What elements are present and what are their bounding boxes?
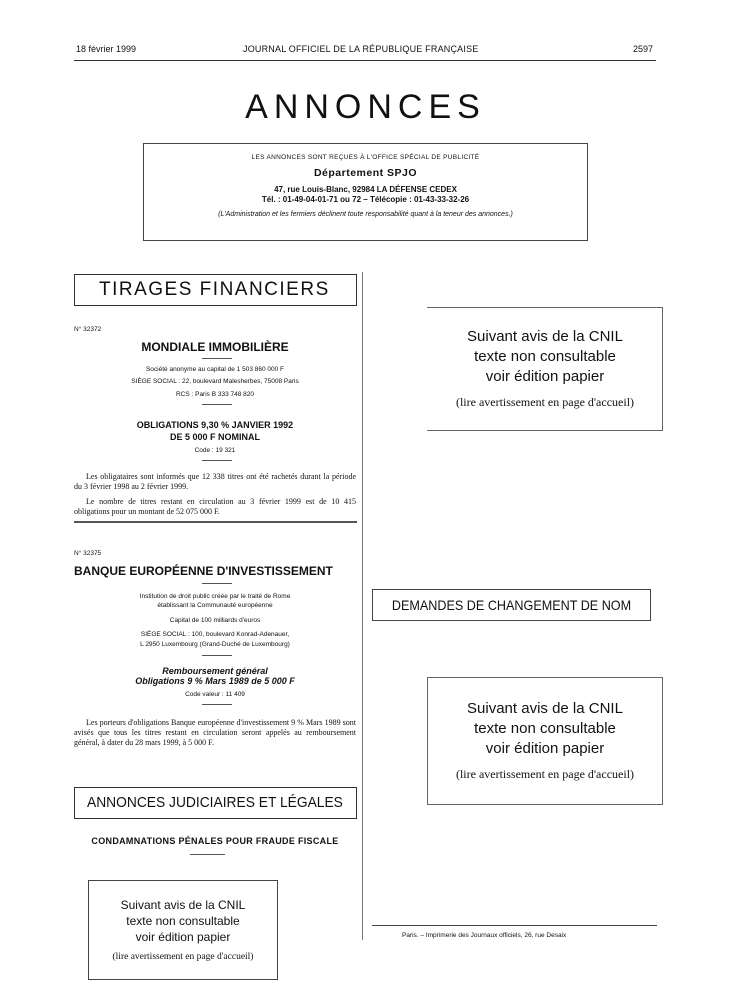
annonce-1-nominal: DE 5 000 F NOMINAL xyxy=(169,432,261,442)
cnil-line-1: Suivant avis de la CNIL xyxy=(467,328,623,345)
separator xyxy=(202,583,232,584)
column-divider xyxy=(362,272,363,940)
box-rule-right xyxy=(662,307,663,431)
box-rule-left xyxy=(427,677,428,805)
separator xyxy=(202,358,232,359)
cnil-line-2: texte non consultable xyxy=(474,720,616,737)
annonce-2-capital: Capital de 100 milliards d'euros xyxy=(169,617,261,624)
annonce-2-paragraph: Les porteurs d'obligations Banque européenne d'investissement 9 % Mars 1989 sont avisés que tous les titres restant en circulation seront appelés au remboursement général, à dater du 28 mars 1999, à 5 000 F. xyxy=(74,718,356,747)
annonce-2-remboursement: Remboursement général xyxy=(162,666,268,676)
annonce-1-oblig: OBLIGATIONS 9,30 % JANVIER 1992 xyxy=(136,420,294,430)
box-rule-bottom xyxy=(427,804,663,805)
page-number: 2597 xyxy=(633,44,654,54)
cnil-box-left xyxy=(88,880,278,980)
judiciaires-heading: ANNONCES JUDICIAIRES ET LÉGALES xyxy=(87,794,343,811)
issue-date: 18 février 1999 xyxy=(76,44,137,54)
demandes-heading-box xyxy=(372,589,651,621)
cnil-line-3: voir édition papier xyxy=(135,930,231,944)
tirages-heading: TIRAGES FINANCIERS xyxy=(99,279,330,300)
judiciaires-subheading: CONDAMNATIONS PÉNALES POUR FRAUDE FISCALE xyxy=(91,836,339,846)
annonce-1-paragraph-2: Le nombre de titres restant en circulation au 3 février 1999 est de 10 415 obligations pour un montant de 52 075 000 F. xyxy=(74,497,356,516)
annonce-separator xyxy=(74,521,357,523)
cnil-line-1: Suivant avis de la CNIL xyxy=(467,700,623,717)
cnil-line-2: texte non consultable xyxy=(474,348,616,365)
cnil-note: (lire avertissement en page d'accueil) xyxy=(455,767,635,781)
footer-rule xyxy=(372,925,657,926)
annonce-2-code: Code valeur : 11 409 xyxy=(185,691,245,698)
notice-department: Département SPJO xyxy=(313,167,418,179)
annonce-1-number: N° 32372 xyxy=(74,326,102,333)
separator xyxy=(202,655,232,656)
cnil-line-1: Suivant avis de la CNIL xyxy=(120,898,246,912)
notice-address: 47, rue Louis-Blanc, 92984 LA DÉFENSE CEDEX xyxy=(274,185,457,194)
annonce-1-siege: SIÈGE SOCIAL : 22, boulevard Malesherbes, 75008 Paris xyxy=(131,378,299,385)
separator xyxy=(202,404,232,405)
demandes-heading: DEMANDES DE CHANGEMENT DE NOM xyxy=(391,597,632,613)
cnil-note: (lire avertissement en page d'accueil) xyxy=(455,395,635,409)
cnil-line-3: voir édition papier xyxy=(485,368,605,385)
box-rule-right xyxy=(662,677,663,805)
annonce-1-code: Code : 19 321 xyxy=(194,447,236,454)
judiciaires-heading-box xyxy=(74,787,357,819)
annonce-2-company: BANQUE EUROPÉENNE D'INVESTISSEMENT xyxy=(74,564,333,578)
printer-imprint: Paris. – Imprimerie des Journaux officiels, 26, rue Desaix xyxy=(402,932,567,939)
notice-box xyxy=(143,143,588,241)
annonce-2-institution: Institution de droit public créée par le traité de Rome xyxy=(139,593,291,600)
notice-disclaimer: (L'Administration et les fermiers déclinent toute responsabilité quant à la teneur des annonces.) xyxy=(218,211,513,218)
annonce-1-paragraph-1: Les obligataires sont informés que 12 338 titres ont été rachetés durant la période du 3 février 1998 au 2 février 1999. xyxy=(74,472,356,491)
annonce-1-company: MONDIALE IMMOBILIÈRE xyxy=(141,340,289,354)
box-rule-bottom xyxy=(427,430,663,431)
tirages-heading-box xyxy=(74,274,357,306)
notice-line-1: LES ANNONCES SONT REÇUES À L'OFFICE SPÉCIAL DE PUBLICITÉ xyxy=(251,154,480,161)
annonce-2-communaute: établissant la Communauté européenne xyxy=(157,602,273,609)
page-title: ANNONCES xyxy=(245,88,486,126)
cnil-line-3: voir édition papier xyxy=(485,740,605,757)
separator xyxy=(190,854,225,855)
box-rule-top xyxy=(427,307,663,308)
notice-phone: Tél. : 01-49-04-01-71 ou 72 – Télécopie : 01-43-33-32-26 xyxy=(261,195,470,204)
annonce-1-capital: Société anonyme au capital de 1 503 860 000 F xyxy=(145,366,285,373)
annonce-2-obligations: Obligations 9 % Mars 1989 de 5 000 F xyxy=(135,676,295,686)
cnil-line-2: texte non consultable xyxy=(126,914,240,928)
annonce-2-siege: SIÈGE SOCIAL : 100, boulevard Konrad-Adenauer, xyxy=(140,631,290,638)
separator xyxy=(202,704,232,705)
cnil-box-right-1 xyxy=(427,307,663,431)
box-rule-top xyxy=(427,677,663,678)
header-rule xyxy=(74,60,656,61)
journal-title: JOURNAL OFFICIEL DE LA RÉPUBLIQUE FRANÇAISE xyxy=(243,44,479,54)
cnil-note: (lire avertissement en page d'accueil) xyxy=(112,952,254,962)
annonce-2-city: L 2950 Luxembourg (Grand-Duché de Luxembourg) xyxy=(140,641,290,648)
cnil-box-right-2 xyxy=(427,677,663,805)
separator xyxy=(202,460,232,461)
annonce-1-rcs: RCS : Paris B 333 748 820 xyxy=(175,391,255,398)
annonce-2-number: N° 32375 xyxy=(74,550,102,557)
